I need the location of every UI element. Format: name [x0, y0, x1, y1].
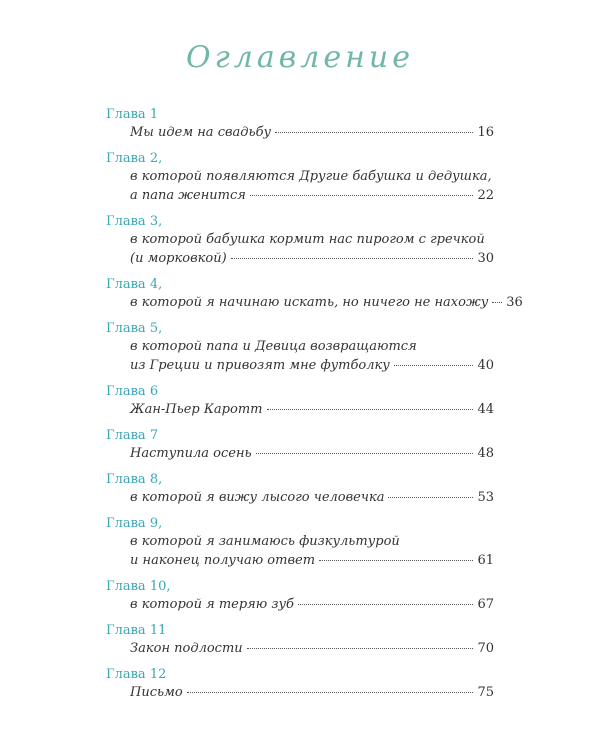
toc-entry-6[interactable]	[106, 383, 494, 419]
table-of-contents	[106, 106, 523, 710]
chapter-label: Глава 1	[106, 107, 159, 122]
chapter-label: Глава 5,	[106, 321, 163, 336]
dot-leader	[250, 195, 474, 196]
chapter-label: Глава 4,	[106, 277, 163, 292]
chapter-title-row	[130, 683, 494, 702]
toc-entry-3[interactable]	[106, 213, 494, 268]
dot-leader	[256, 453, 474, 454]
page-number: 40	[477, 358, 494, 373]
chapter-title-line: а папа женится	[130, 188, 246, 203]
dot-leader	[492, 302, 502, 303]
chapter-label: Глава 10,	[106, 579, 171, 594]
chapter-title-line: в которой папа и Девица возвращаются	[130, 339, 417, 354]
toc-entry-8[interactable]	[106, 471, 494, 507]
chapter-title-line: Жан-Пьер Каротт	[130, 402, 263, 417]
chapter-title-line: Закон подлости	[130, 641, 243, 656]
dot-leader	[394, 365, 474, 366]
page-number: 75	[477, 685, 494, 700]
chapter-label: Глава 12	[106, 667, 167, 682]
page-number: 61	[477, 553, 494, 568]
toc-entry-1[interactable]	[106, 106, 494, 142]
toc-entry-7[interactable]	[106, 427, 494, 463]
toc-entry-9[interactable]	[106, 515, 494, 570]
chapter-title-line: в которой я теряю зуб	[130, 597, 294, 612]
chapter-title-line: из Греции и привозят мне футболку	[130, 358, 390, 373]
chapter-label: Глава 8,	[106, 472, 163, 487]
chapter-title-line: в которой я занимаюсь физкультурой	[130, 534, 400, 549]
chapter-title-line: в которой бабушка кормит нас пирогом с гречкой	[130, 232, 485, 247]
chapter-title-line: в которой я вижу лысого человечка	[130, 490, 385, 505]
chapter-title-row	[130, 639, 494, 658]
toc-entry-5[interactable]	[106, 320, 494, 375]
chapter-label: Глава 9,	[106, 516, 163, 531]
dot-leader	[388, 497, 473, 498]
chapter-title-row	[130, 488, 494, 507]
page-number: 22	[477, 188, 494, 203]
dot-leader	[187, 692, 474, 693]
chapter-title-line: Наступила осень	[130, 446, 252, 461]
chapter-label: Глава 2,	[106, 151, 163, 166]
toc-entry-2[interactable]	[106, 150, 494, 205]
chapter-title-line: в которой я начинаю искать, но ничего не нахожу	[130, 295, 489, 310]
toc-entry-12[interactable]	[106, 666, 494, 702]
page-number: 16	[477, 125, 494, 140]
dot-leader	[231, 258, 474, 259]
page-number: 44	[477, 402, 494, 417]
chapter-title-line: и наконец получаю ответ	[130, 553, 316, 568]
chapter-title-row	[130, 293, 523, 312]
page-number: 67	[477, 597, 494, 612]
page-number: 53	[477, 490, 494, 505]
dot-leader	[275, 132, 473, 133]
chapter-label: Глава 3,	[106, 214, 163, 229]
page-number: 30	[477, 251, 494, 266]
dot-leader	[247, 648, 474, 649]
page-number: 70	[477, 641, 494, 656]
dot-leader	[298, 604, 474, 605]
dot-leader	[267, 409, 474, 410]
toc-entry-4[interactable]	[106, 276, 523, 312]
chapter-title-row	[130, 356, 494, 375]
chapter-title-line: (и морковкой)	[130, 251, 227, 266]
dot-leader	[319, 560, 473, 561]
chapter-label: Глава 7	[106, 428, 159, 443]
toc-entry-11[interactable]	[106, 622, 494, 658]
toc-entry-10[interactable]	[106, 578, 494, 614]
chapter-title-row	[130, 595, 494, 614]
chapter-label: Глава 11	[106, 623, 167, 638]
chapter-title-row	[130, 400, 494, 419]
chapter-title-row	[130, 186, 494, 205]
chapter-title-row	[130, 444, 494, 463]
chapter-title-row	[130, 123, 494, 142]
chapter-title-row	[130, 551, 494, 570]
chapter-title-line: Письмо	[130, 685, 183, 700]
chapter-title-row	[130, 249, 494, 268]
chapter-title-line: Мы идем на свадьбу	[130, 125, 272, 140]
page-number: 36	[506, 295, 523, 310]
chapter-title-line: в которой появляются Другие бабушка и дедушка,	[130, 169, 492, 184]
chapter-label: Глава 6	[106, 384, 159, 399]
page-number: 48	[477, 446, 494, 461]
page-title: Оглавление	[186, 40, 414, 75]
